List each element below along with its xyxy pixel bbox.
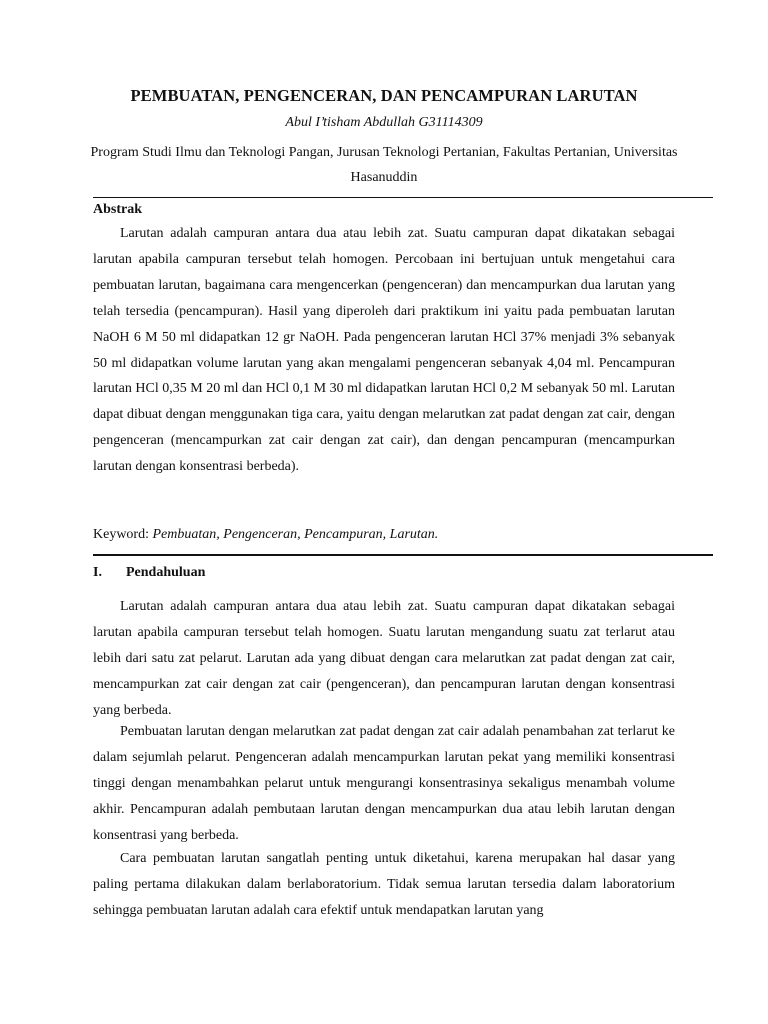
affiliation: Program Studi Ilmu dan Teknologi Pangan, Jurusan Teknologi Pertanian, Fakultas Pertanian, Universitas Hasanuddin xyxy=(90,145,678,185)
abstract-heading: Abstrak xyxy=(93,202,143,217)
keyword-list: Pembuatan, Pengenceran, Pencampuran, Larutan. xyxy=(152,527,439,542)
section-title: Pendahuluan xyxy=(126,565,206,580)
author-line: Abul I’tisham Abdullah G31114309 xyxy=(285,115,483,130)
section-heading xyxy=(93,565,205,581)
body-paragraph: Pembuatan larutan dengan melarutkan zat padat dengan zat cair adalah penambahan zat terlarut ke dalam sejumlah pelarut. Pengenceran adalah mencampurkan larutan pekat yang memiliki konsentrasi tinggi dengan menambahkan pelarut untuk mengurangi konsentrasinya sekaligus menambah volume akhir. Pencampuran adalah pembutaan larutan dengan mencampurkan dua atau lebih larutan dengan konsentrasi yang berbeda. xyxy=(93,724,675,843)
section-number: I. xyxy=(93,565,102,580)
abstract-text: Larutan adalah campuran antara dua atau lebih zat. Suatu campuran dapat dikatakan sebagai larutan apabila campuran tersebut telah homogen. Percobaan ini bertujuan untuk mengetahui cara pembuatan larutan, bagaimana cara mengencerkan (pengenceran) dan mencampurkan dua larutan yang telah tersedia (pencampuran). Hasil yang diperoleh dari praktikum ini yaitu pada pembuatan larutan NaOH 6 M 50 ml didapatkan 12 gr NaOH. Pada pengenceran larutan HCl 37% menjadi 3% sebanyak 50 ml didapatkan volume larutan yang akan mengalami pengenceran sebanyak 4,04 ml. Pencampuran larutan HCl 0,35 M 20 ml dan HCl 0,1 M 30 ml didapatkan larutan HCl 0,2 M sebanyak 50 ml. Larutan dapat dibuat dengan menggunakan tiga cara, yaitu dengan melarutkan zat padat dengan zat cair, dengan pengenceran (mencampurkan zat cair dengan zat cair), dan dengan pencampuran (mencampurkan larutan dengan konsentrasi berbeda). xyxy=(93,226,675,475)
keyword-line xyxy=(93,527,438,543)
header-divider xyxy=(93,197,713,198)
paper-title: PEMBUATAN, PENGENCERAN, DAN PENCAMPURAN LARUTAN xyxy=(130,86,638,105)
body-paragraph: Cara pembuatan larutan sangatlah penting untuk diketahui, karena merupakan hal dasar yang paling pertama dilakukan dalam berlaboratorium. Tidak semua larutan tersedia dalam laboratorium sehingga pembuatan larutan adalah cara efektif untuk mendapatkan larutan yang xyxy=(93,851,675,918)
keyword-label: Keyword: xyxy=(93,527,149,542)
section-divider xyxy=(93,554,713,556)
body-paragraph: Larutan adalah campuran antara dua atau lebih zat. Suatu campuran dapat dikatakan sebagai larutan apabila campuran tersebut telah homogen. Suatu larutan mengandung suatu zat terlarut atau lebih dari satu zat pelarut. Larutan ada yang dibuat dengan cara melarutkan zat padat dengan zat cair, mencampurkan zat cair dengan zat cair (pengenceran), dan pencampuran larutan dengan konsentrasi yang berbeda. xyxy=(93,599,675,718)
